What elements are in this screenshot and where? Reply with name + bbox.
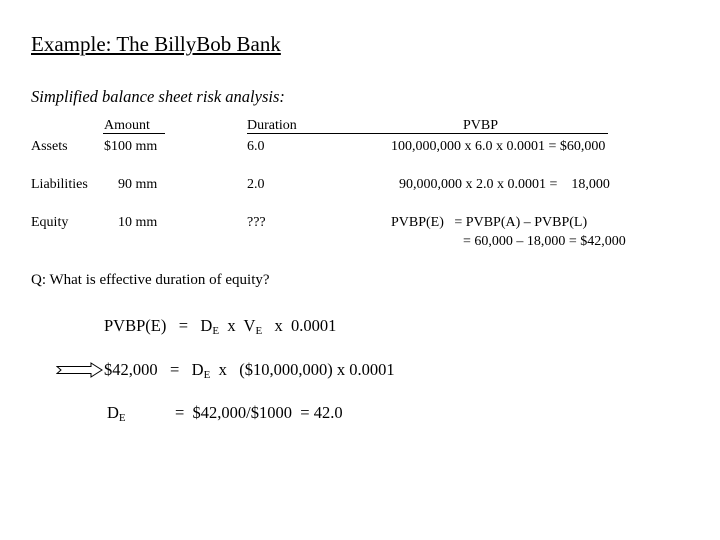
equation-3-rhs: = $42,000/$1000 = 42.0 bbox=[175, 403, 343, 422]
equation-3-d: D bbox=[107, 403, 119, 422]
equation-2-lhs: $42,000 = D bbox=[104, 360, 204, 379]
equation-1-sub-e2: E bbox=[255, 325, 263, 337]
row-assets-duration: 6.0 bbox=[247, 139, 265, 154]
row-equity-label: Equity bbox=[31, 215, 69, 230]
row-equity-pvbp: PVBP(E) = PVBP(A) – PVBP(L) bbox=[391, 215, 588, 230]
row-equity-duration: ??? bbox=[247, 215, 266, 230]
row-liabilities-label: Liabilities bbox=[31, 177, 88, 192]
header-duration-pvbp-underline bbox=[247, 133, 608, 134]
row-assets-amount: $100 mm bbox=[104, 139, 158, 154]
row-liabilities-amount: 90 mm bbox=[118, 177, 158, 192]
slide-title: Example: The BillyBob Bank bbox=[31, 32, 281, 56]
row-liabilities-pvbp: 90,000,000 x 2.0 x 0.0001 = 18,000 bbox=[399, 177, 610, 192]
right-arrow-outline-icon bbox=[56, 362, 104, 378]
equation-3-sub-e: E bbox=[118, 412, 126, 424]
equation-1-sub-e: E bbox=[212, 325, 220, 337]
row-assets-label: Assets bbox=[31, 139, 68, 154]
question: Q: What is effective duration of equity? bbox=[31, 272, 270, 288]
equation-1-mid: x V bbox=[219, 316, 256, 335]
row-equity-pvbp-line2: = 60,000 – 18,000 = $42,000 bbox=[463, 234, 626, 249]
equation-2 bbox=[104, 360, 395, 381]
equation-2-rhs: x ($10,000,000) x 0.0001 bbox=[210, 360, 395, 379]
header-pvbp: PVBP bbox=[463, 118, 499, 133]
equation-1 bbox=[104, 316, 336, 337]
row-liabilities-duration: 2.0 bbox=[247, 177, 265, 192]
equation-1-rhs: x 0.0001 bbox=[262, 316, 337, 335]
header-amount-underline bbox=[103, 133, 165, 134]
header-amount: Amount bbox=[104, 118, 150, 133]
equation-1-lhs: PVBP(E) = D bbox=[104, 316, 213, 335]
row-equity-amount: 10 mm bbox=[118, 215, 158, 230]
equation-3-lhs bbox=[107, 403, 126, 424]
slide-subtitle: Simplified balance sheet risk analysis: bbox=[31, 87, 285, 106]
row-assets-pvbp: 100,000,000 x 6.0 x 0.0001 = $60,000 bbox=[391, 139, 606, 154]
header-duration: Duration bbox=[247, 118, 297, 133]
equation-2-sub-e: E bbox=[203, 369, 211, 381]
